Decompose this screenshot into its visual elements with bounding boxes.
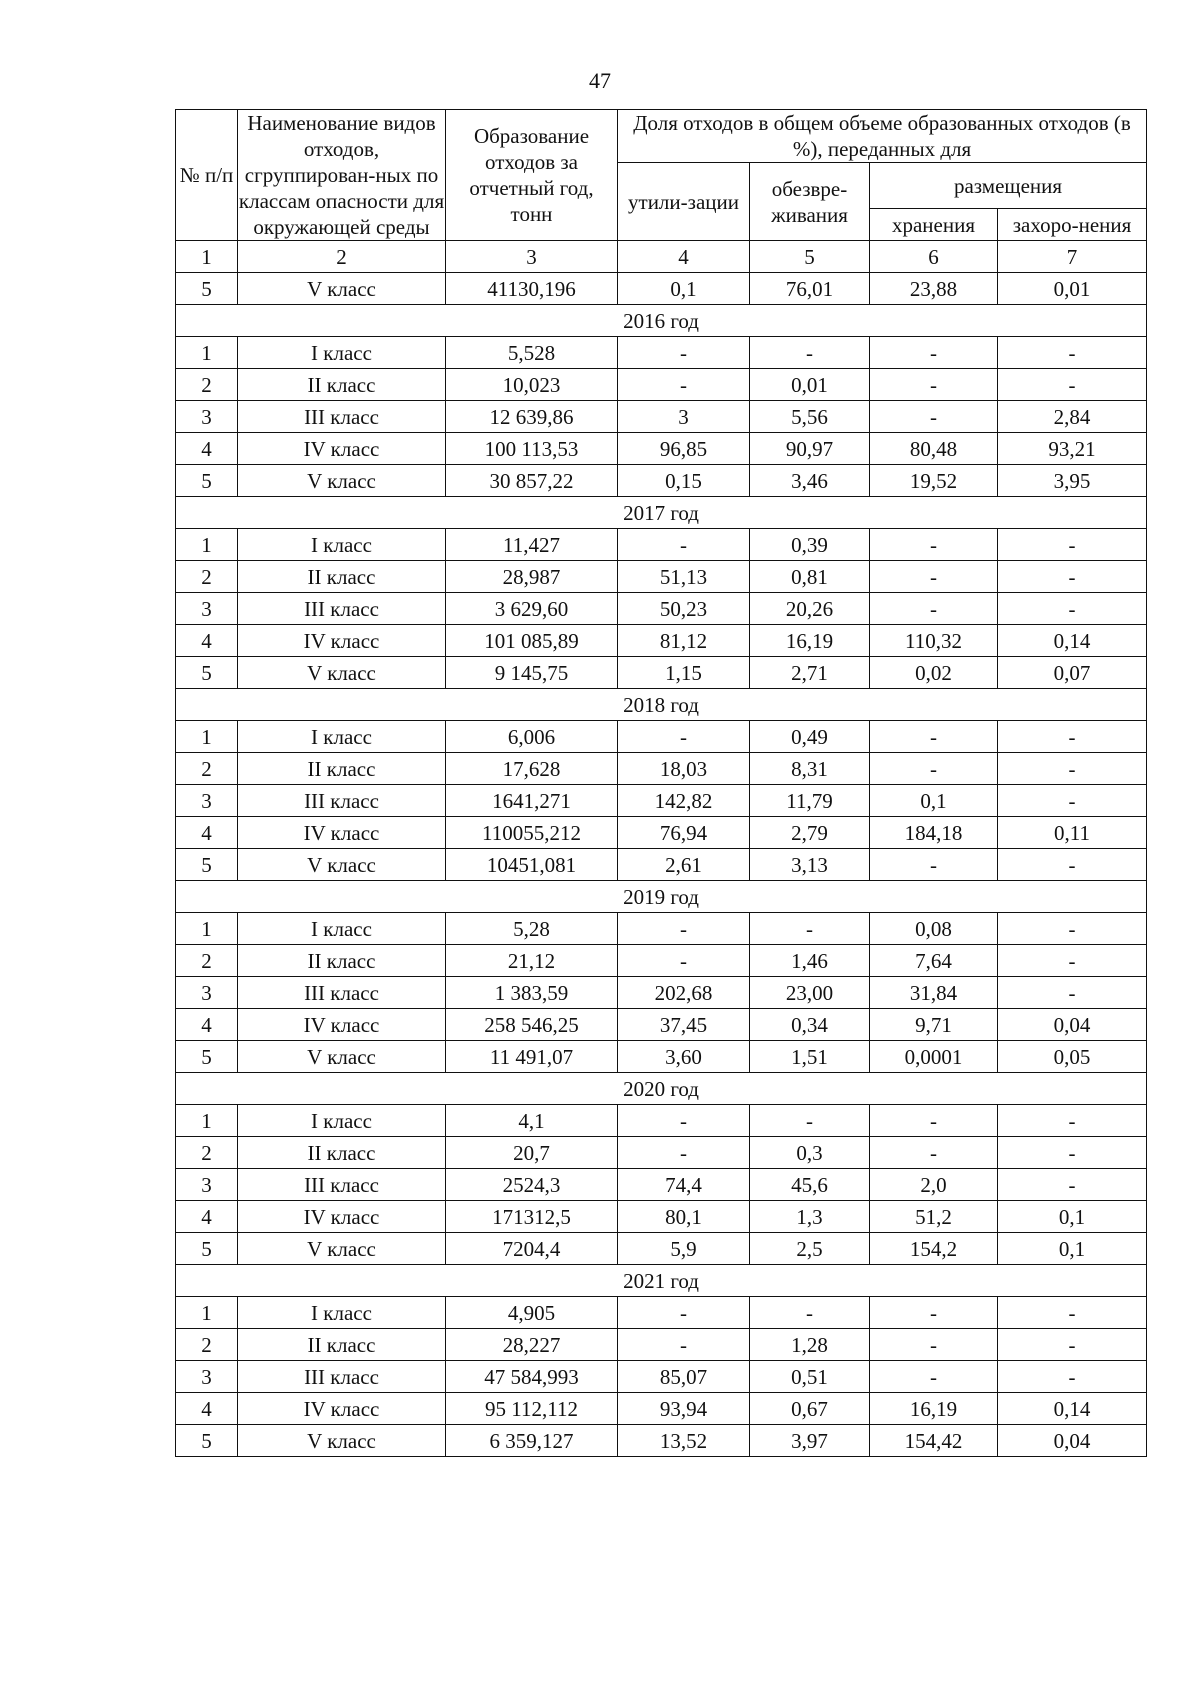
table-row <box>176 593 1147 625</box>
table-cell: 154,42 <box>870 1425 998 1457</box>
table-cell: - <box>870 1105 998 1137</box>
table-cell: 3,95 <box>998 465 1147 497</box>
table-cell: - <box>618 529 750 561</box>
table-cell: IV класс <box>238 1009 446 1041</box>
table-cell: 5,28 <box>446 913 618 945</box>
table-cell: - <box>870 1297 998 1329</box>
table-cell: II класс <box>238 369 446 401</box>
year-label: 2018 год <box>176 689 1147 721</box>
table-row <box>176 1393 1147 1425</box>
table-cell: 47 584,993 <box>446 1361 618 1393</box>
table-cell: 1 <box>176 913 238 945</box>
table-cell: 0,1 <box>998 1233 1147 1265</box>
header-burial: захоро-нения <box>998 209 1147 241</box>
table-cell: 5 <box>176 273 238 305</box>
table-cell: - <box>870 1329 998 1361</box>
table-cell: 3 629,60 <box>446 593 618 625</box>
table-cell: IV класс <box>238 625 446 657</box>
table-cell: II класс <box>238 561 446 593</box>
table-cell: - <box>618 721 750 753</box>
table-row <box>176 657 1147 689</box>
table-row <box>176 465 1147 497</box>
table-row <box>176 1297 1147 1329</box>
table-cell: - <box>870 1361 998 1393</box>
table-cell: 202,68 <box>618 977 750 1009</box>
table-cell: V класс <box>238 1233 446 1265</box>
table-cell: 1,28 <box>750 1329 870 1361</box>
table-cell: 1 <box>176 1297 238 1329</box>
table-cell: II класс <box>238 945 446 977</box>
table-cell: 4 <box>618 241 750 273</box>
table-cell: 21,12 <box>446 945 618 977</box>
table-cell: 10451,081 <box>446 849 618 881</box>
table-cell: 13,52 <box>618 1425 750 1457</box>
table-cell: 5 <box>176 1233 238 1265</box>
table-cell: 41130,196 <box>446 273 618 305</box>
table-cell: - <box>750 1105 870 1137</box>
table-cell: 7204,4 <box>446 1233 618 1265</box>
year-row <box>176 689 1147 721</box>
table-cell: 2,84 <box>998 401 1147 433</box>
table-cell: V класс <box>238 849 446 881</box>
table-cell: - <box>998 913 1147 945</box>
table-row <box>176 913 1147 945</box>
table-cell: I класс <box>238 1105 446 1137</box>
table-cell: 101 085,89 <box>446 625 618 657</box>
table-cell: 3 <box>618 401 750 433</box>
table-cell: - <box>870 593 998 625</box>
table-row <box>176 785 1147 817</box>
table-cell: 18,03 <box>618 753 750 785</box>
table-cell: V класс <box>238 1425 446 1457</box>
table-cell: - <box>998 1105 1147 1137</box>
table-cell: - <box>618 337 750 369</box>
table-row <box>176 1169 1147 1201</box>
table-cell: - <box>750 337 870 369</box>
header-placement: размещения <box>870 163 1147 209</box>
table-cell: 20,7 <box>446 1137 618 1169</box>
table-row <box>176 1105 1147 1137</box>
year-label: 2016 год <box>176 305 1147 337</box>
table-cell: 2 <box>176 945 238 977</box>
table-row <box>176 561 1147 593</box>
table-cell: 11,427 <box>446 529 618 561</box>
table-cell: 2 <box>176 753 238 785</box>
table-cell: 4,905 <box>446 1297 618 1329</box>
table-cell: 3,13 <box>750 849 870 881</box>
table-row <box>176 753 1147 785</box>
table-cell: 50,23 <box>618 593 750 625</box>
header-storage: хранения <box>870 209 998 241</box>
header-share: Доля отходов в общем объеме образованных отходов (в %), переданных для <box>618 110 1147 163</box>
table-row <box>176 369 1147 401</box>
table-cell: - <box>998 1297 1147 1329</box>
table-cell: - <box>870 369 998 401</box>
table-cell: II класс <box>238 1137 446 1169</box>
table-row <box>176 1041 1147 1073</box>
table-cell: 23,88 <box>870 273 998 305</box>
table-cell: 5 <box>176 465 238 497</box>
table-cell: - <box>998 1137 1147 1169</box>
table-row <box>176 817 1147 849</box>
table-cell: 5,9 <box>618 1233 750 1265</box>
table-cell: IV класс <box>238 433 446 465</box>
table-cell: 0,08 <box>870 913 998 945</box>
table-cell: - <box>618 913 750 945</box>
table-cell: 9 145,75 <box>446 657 618 689</box>
table-cell: 28,227 <box>446 1329 618 1361</box>
table-cell: IV класс <box>238 1201 446 1233</box>
table-cell: 2,71 <box>750 657 870 689</box>
table-cell: 1 <box>176 1105 238 1137</box>
table-cell: 0,51 <box>750 1361 870 1393</box>
table-cell: III класс <box>238 1169 446 1201</box>
header-generation: Образование отходов за отчетный год, тонн <box>446 110 618 241</box>
table-cell: 1,3 <box>750 1201 870 1233</box>
table-row <box>176 1233 1147 1265</box>
year-row <box>176 881 1147 913</box>
table-cell: 0,15 <box>618 465 750 497</box>
table-cell: 9,71 <box>870 1009 998 1041</box>
year-row <box>176 305 1147 337</box>
table-cell: 80,1 <box>618 1201 750 1233</box>
table-cell: 1 383,59 <box>446 977 618 1009</box>
table-cell: I класс <box>238 529 446 561</box>
table-cell: - <box>870 721 998 753</box>
table-cell: 4 <box>176 1393 238 1425</box>
table-cell: 3 <box>446 241 618 273</box>
table-cell: 1 <box>176 241 238 273</box>
table-cell: 1,46 <box>750 945 870 977</box>
table-cell: 3 <box>176 1169 238 1201</box>
table-cell: 11 491,07 <box>446 1041 618 1073</box>
table-cell: - <box>618 945 750 977</box>
table-cell: III класс <box>238 977 446 1009</box>
table-cell: 142,82 <box>618 785 750 817</box>
table-cell: 5,528 <box>446 337 618 369</box>
table-cell: II класс <box>238 753 446 785</box>
table-cell: 45,6 <box>750 1169 870 1201</box>
header-utilization: утили-зации <box>618 163 750 241</box>
column-number-row <box>176 241 1147 273</box>
table-cell: 76,94 <box>618 817 750 849</box>
table-cell: 4 <box>176 625 238 657</box>
table-cell: 5 <box>176 849 238 881</box>
table-cell: - <box>870 849 998 881</box>
table-cell: 5 <box>176 657 238 689</box>
table-cell: 3 <box>176 593 238 625</box>
table-cell: 51,13 <box>618 561 750 593</box>
table-cell: 17,628 <box>446 753 618 785</box>
table-cell: - <box>618 1297 750 1329</box>
table-cell: 2,61 <box>618 849 750 881</box>
table-cell: 4 <box>176 817 238 849</box>
table-cell: 2 <box>176 1137 238 1169</box>
table-cell: 3 <box>176 401 238 433</box>
table-row <box>176 401 1147 433</box>
table-cell: 16,19 <box>750 625 870 657</box>
table-cell: - <box>870 1137 998 1169</box>
table-row <box>176 625 1147 657</box>
table-cell: 7 <box>998 241 1147 273</box>
table-cell: 0,14 <box>998 1393 1147 1425</box>
table-cell: III класс <box>238 401 446 433</box>
table-row <box>176 977 1147 1009</box>
page-number: 47 <box>589 68 611 93</box>
table-cell: 0,14 <box>998 625 1147 657</box>
table-cell: - <box>618 1105 750 1137</box>
table-cell: 3,60 <box>618 1041 750 1073</box>
table-cell: 0,0001 <box>870 1041 998 1073</box>
table-cell: - <box>998 977 1147 1009</box>
table-cell: 0,01 <box>750 369 870 401</box>
table-cell: 2,0 <box>870 1169 998 1201</box>
table-cell: V класс <box>238 465 446 497</box>
table-cell: - <box>998 721 1147 753</box>
table-cell: - <box>998 849 1147 881</box>
table-cell: 93,94 <box>618 1393 750 1425</box>
table-cell: 1,51 <box>750 1041 870 1073</box>
table-row <box>176 337 1147 369</box>
table-cell: 80,48 <box>870 433 998 465</box>
table-cell: - <box>750 1297 870 1329</box>
table-cell: 28,987 <box>446 561 618 593</box>
table-cell: 51,2 <box>870 1201 998 1233</box>
table-cell: 3,97 <box>750 1425 870 1457</box>
table-cell: 154,2 <box>870 1233 998 1265</box>
table-cell: 0,1 <box>998 1201 1147 1233</box>
table-cell: 0,34 <box>750 1009 870 1041</box>
table-cell: 11,79 <box>750 785 870 817</box>
table-cell: 0,49 <box>750 721 870 753</box>
table-row <box>176 529 1147 561</box>
table-cell: 1641,271 <box>446 785 618 817</box>
table-cell: 1 <box>176 529 238 561</box>
table-cell: 8,31 <box>750 753 870 785</box>
year-label: 2017 год <box>176 497 1147 529</box>
header-number: № п/п <box>176 110 238 241</box>
table-cell: 258 546,25 <box>446 1009 618 1041</box>
table-cell: I класс <box>238 913 446 945</box>
table-cell: - <box>750 913 870 945</box>
table-cell: 110,32 <box>870 625 998 657</box>
table-row <box>176 1009 1147 1041</box>
table-cell: 7,64 <box>870 945 998 977</box>
table-cell: - <box>998 593 1147 625</box>
table-row <box>176 849 1147 881</box>
table-cell: - <box>870 529 998 561</box>
table-cell: V класс <box>238 1041 446 1073</box>
table-cell: 0,01 <box>998 273 1147 305</box>
waste-table <box>175 109 1147 1457</box>
table-cell: 16,19 <box>870 1393 998 1425</box>
table-cell: 23,00 <box>750 977 870 1009</box>
year-row <box>176 1265 1147 1297</box>
year-label: 2020 год <box>176 1073 1147 1105</box>
table-cell: - <box>998 337 1147 369</box>
table-cell: III класс <box>238 593 446 625</box>
table-cell: 19,52 <box>870 465 998 497</box>
table-cell: - <box>618 1137 750 1169</box>
table-cell: 96,85 <box>618 433 750 465</box>
table-cell: 0,39 <box>750 529 870 561</box>
table-cell: 1,15 <box>618 657 750 689</box>
table-cell: 3,46 <box>750 465 870 497</box>
table-cell: - <box>998 753 1147 785</box>
table-cell: 31,84 <box>870 977 998 1009</box>
table-cell: 1 <box>176 337 238 369</box>
table-cell: 1 <box>176 721 238 753</box>
table-cell: 12 639,86 <box>446 401 618 433</box>
table-cell: 74,4 <box>618 1169 750 1201</box>
table-cell: 5 <box>750 241 870 273</box>
table-cell: 0,05 <box>998 1041 1147 1073</box>
table-cell: III класс <box>238 785 446 817</box>
table-header <box>176 110 1147 241</box>
table-cell: - <box>998 1329 1147 1361</box>
table-cell: 5 <box>176 1425 238 1457</box>
table-cell: 2 <box>176 561 238 593</box>
table-cell: - <box>998 945 1147 977</box>
table-cell: 2,5 <box>750 1233 870 1265</box>
table-cell: 2 <box>176 1329 238 1361</box>
table-cell: 2 <box>238 241 446 273</box>
table-row <box>176 1201 1147 1233</box>
table-row <box>176 1361 1147 1393</box>
table-cell: 0,1 <box>618 273 750 305</box>
table-cell: 110055,212 <box>446 817 618 849</box>
table-cell: - <box>998 785 1147 817</box>
table-cell: 4 <box>176 1009 238 1041</box>
table-cell: 90,97 <box>750 433 870 465</box>
table-cell: 4 <box>176 1201 238 1233</box>
table-cell: 3 <box>176 1361 238 1393</box>
table-cell: 10,023 <box>446 369 618 401</box>
table-cell: 81,12 <box>618 625 750 657</box>
table-cell: 0,81 <box>750 561 870 593</box>
table-row <box>176 1137 1147 1169</box>
table-cell: 2,79 <box>750 817 870 849</box>
table-cell: 2524,3 <box>446 1169 618 1201</box>
table-cell: 0,3 <box>750 1137 870 1169</box>
table-cell: 5,56 <box>750 401 870 433</box>
table-row <box>176 433 1147 465</box>
table-cell: 6 <box>870 241 998 273</box>
table-cell: 0,02 <box>870 657 998 689</box>
table-cell: 6,006 <box>446 721 618 753</box>
table-row <box>176 273 1147 305</box>
table-cell: 6 359,127 <box>446 1425 618 1457</box>
table-cell: 93,21 <box>998 433 1147 465</box>
table-cell: V класс <box>238 657 446 689</box>
header-neutralization: обезвре-живания <box>750 163 870 241</box>
year-row <box>176 497 1147 529</box>
table-cell: - <box>870 753 998 785</box>
header-waste-type: Наименование видов отходов, сгруппирован-ных по классам опасности для окружающей среды <box>238 111 445 239</box>
table-cell: I класс <box>238 1297 446 1329</box>
table-cell: - <box>870 561 998 593</box>
table-row <box>176 945 1147 977</box>
year-row <box>176 1073 1147 1105</box>
table-cell: V класс <box>238 273 446 305</box>
table-cell: I класс <box>238 337 446 369</box>
table-cell: 37,45 <box>618 1009 750 1041</box>
table-body <box>176 241 1147 1457</box>
table-cell: 76,01 <box>750 273 870 305</box>
table-cell: IV класс <box>238 1393 446 1425</box>
table-cell: - <box>998 1361 1147 1393</box>
table-cell: - <box>870 401 998 433</box>
table-cell: 3 <box>176 977 238 1009</box>
table-row <box>176 1329 1147 1361</box>
table-cell: 100 113,53 <box>446 433 618 465</box>
table-cell: - <box>618 1329 750 1361</box>
table-cell: 4 <box>176 433 238 465</box>
table-cell: 0,04 <box>998 1009 1147 1041</box>
table-cell: - <box>870 337 998 369</box>
table-cell: - <box>618 369 750 401</box>
table-cell: 30 857,22 <box>446 465 618 497</box>
table-cell: 5 <box>176 1041 238 1073</box>
table-cell: 3 <box>176 785 238 817</box>
table-cell: - <box>998 529 1147 561</box>
table-cell: 4,1 <box>446 1105 618 1137</box>
table-cell: III класс <box>238 1361 446 1393</box>
table-cell: 0,04 <box>998 1425 1147 1457</box>
table-cell: II класс <box>238 1329 446 1361</box>
table-cell: 95 112,112 <box>446 1393 618 1425</box>
year-label: 2019 год <box>176 881 1147 913</box>
table-cell: - <box>998 561 1147 593</box>
table-row <box>176 1425 1147 1457</box>
table-cell: 184,18 <box>870 817 998 849</box>
year-label: 2021 год <box>176 1265 1147 1297</box>
table-cell: 0,1 <box>870 785 998 817</box>
table-cell: 0,67 <box>750 1393 870 1425</box>
table-cell: 0,07 <box>998 657 1147 689</box>
table-cell: 171312,5 <box>446 1201 618 1233</box>
table-cell: 2 <box>176 369 238 401</box>
table-cell: I класс <box>238 721 446 753</box>
table-cell: 20,26 <box>750 593 870 625</box>
table-row <box>176 721 1147 753</box>
table-cell: 85,07 <box>618 1361 750 1393</box>
table-cell: 0,11 <box>998 817 1147 849</box>
table-cell: - <box>998 369 1147 401</box>
table-cell: - <box>998 1169 1147 1201</box>
table-cell: IV класс <box>238 817 446 849</box>
